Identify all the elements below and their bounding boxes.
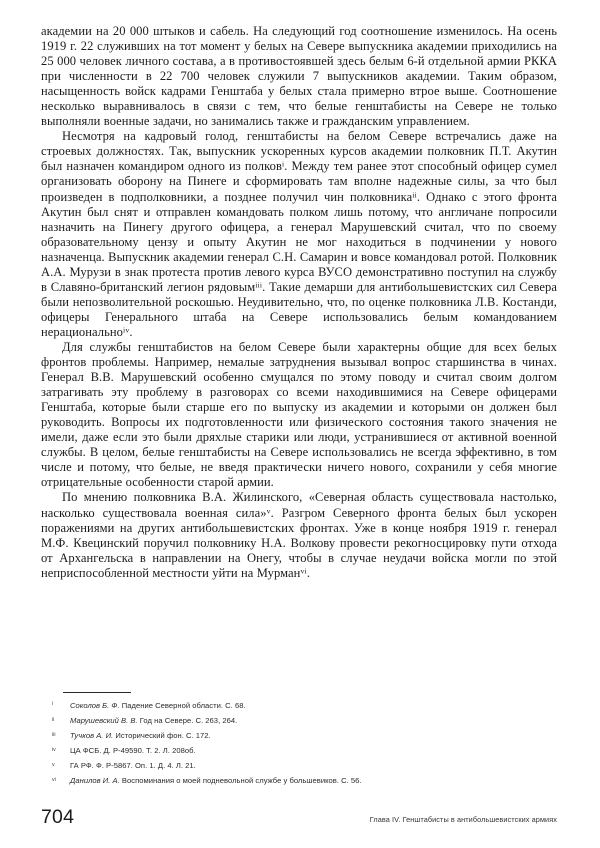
footnote-item: [41, 714, 557, 729]
running-head: Глава IV. Генштабисты в антибольшевистских армиях: [369, 815, 557, 824]
footnote-item: [41, 774, 557, 789]
footnote-text: ГА РФ. Ф. Р-5867. Оп. 1. Д. 4. Л. 21.: [70, 761, 196, 771]
footnote-item: [41, 699, 557, 714]
footnote-text: ЦА ФСБ. Д. Р-49590. Т. 2. Л. 208об.: [70, 746, 196, 756]
footnote-author: Соколов Б. Ф.: [70, 701, 120, 710]
page-number: 704: [41, 806, 75, 828]
footnote-reference[interactable]: v: [266, 506, 271, 516]
footnote-text: Тучков А. И. Исторический фон. С. 172.: [70, 731, 211, 741]
body-paragraph: Несмотря на кадровый голод, генштабисты на белом Севере встречались даже на строевых должностях. Так, выпускник ускоренных курсов академии полковник П.Т. Акутин был назначен командиром одного из полков$^i$. Между тем ранее этот способный офицер сумел организовать оборону на Пинеге и сформировать там вполне надежные силы, за что был произведен в подполковники, а позднее получил чин полковника$^{ii}$. Однако с этого фронта Акутин был снят и отправлен командовать полком лишь потому, что англичане попросили назначить на Пинегу другого офицера, а генерал Марушевский считал, что по своему образовательному цензу и опыту Акутин не мог находиться в подчинении у нового назначенца. Выпускник академии генерал С.Н. Самарин и вовсе командовал ротой. Полковник А.А. Мурузи в знак протеста против левого курса ВУСО демонстративно поступил на службу в Славяно-британский легион рядовым$^{iii}$. Такие демарши для антибольшевистских сил Севера были непозволительной роскошью. Неудивительно, что, по оценке полковника Л.В. Костанди, офицеры Генерального штаба на Севере использовались белым командованием нерационально$^{iv}$.: [41, 129, 557, 339]
footnote-reference[interactable]: iv: [123, 325, 130, 335]
footnote-item: [41, 744, 557, 759]
footnote-marker[interactable]: i: [52, 701, 54, 708]
footnote-reference[interactable]: i: [281, 160, 285, 169]
footnote-reference[interactable]: vi: [300, 566, 307, 576]
footnote-author: Марушевский В. В.: [70, 716, 138, 726]
body-paragraph: По мнению полковника В.А. Жилинского, «Северная область существовала настолько, насколько существовала военная сила»$^v$. Разгром Северного фронта белых был ускорен поражениями на других антибольшевистских фронтах. Уже в конце ноября 1919 г. генерал М.Ф. Квецинский поручил полковнику Н.А. Волкову провести рекогносцировку пути отхода от Архангельска в направлении на Онегу, чтобы в случае неудачи войска могли по этой неприспособленной местности уйти на Мурман$^{vi}$.: [41, 490, 557, 580]
footnote-item: [41, 729, 557, 744]
footnote-reference[interactable]: ii: [412, 190, 417, 200]
body-text-block: [41, 24, 557, 581]
footnote-author: Данилов И. А.: [70, 776, 120, 786]
body-paragraph: Для службы генштабистов на белом Севере были характерны общие для всех белых фронтов проблемы. Например, немалые затруднения вызывал вопрос старшинства в чинах. Генерал В.В. Марушевский особенно смущался по этому поводу и считал своим долгом затрагивать эту проблему в разговорах со всеми находившимися на Севере офицерами Генштаба, которые были старше его по выпуску из академии и которыми он должен был руководить. Вопросы их подготовленности или физического состояния такого значения не имели, даже если это были дряхлые старики или люди, устранившиеся от активной военной службы. В целом, белые генштабисты на Севере использовались не всегда эффективно, в том числе и потому, что белые, не введя практически ничего нового, сохранили у себя многие отрицательные особенности старой армии.: [41, 339, 557, 490]
footnote-author: Тучков А. И.: [70, 731, 114, 741]
footnote-marker[interactable]: iv: [52, 746, 56, 753]
footnote-marker[interactable]: iii: [52, 731, 56, 738]
footnotes-section: [41, 692, 557, 790]
footnote-marker[interactable]: ii: [52, 716, 55, 723]
body-paragraph: академии на 20 000 штыков и сабель. На следующий год соотношение изменилось. На осень 1919 г. 22 служивших на тот момент у белых на Севере выпускника академии приходились на 25 000 человек личного состава, а в противостоявшей здесь белым 6-й отдельной армии РККА при численности в 22 700 человек служили 7 выпускников академии. Таким образом, насыщенность войск кадрами Генштаба у белых стала примерно втрое выше. Соотношение несколько выравнивалось в связи с тем, что белые генштабисты на Севере не только выполняли военные задачи, но занимались также и гражданским управлением.: [41, 24, 557, 129]
footnote-list: [41, 699, 557, 790]
footnote-separator-rule: [63, 692, 131, 693]
footnote-text: Марушевский В. В. Год на Севере. С. 263, 264.: [70, 716, 238, 726]
footnote-text: Соколов Б. Ф. Падение Северной области. С. 68.: [70, 701, 246, 710]
page-footer: [0, 806, 600, 836]
footnote-marker[interactable]: v: [52, 761, 55, 768]
footnote-marker[interactable]: vi: [52, 776, 56, 783]
footnote-text: Данилов И. А. Воспоминания о моей подневольной службе у большевиков. С. 56.: [70, 776, 362, 786]
footnote-reference[interactable]: iii: [255, 280, 263, 290]
footnote-item: [41, 759, 557, 774]
